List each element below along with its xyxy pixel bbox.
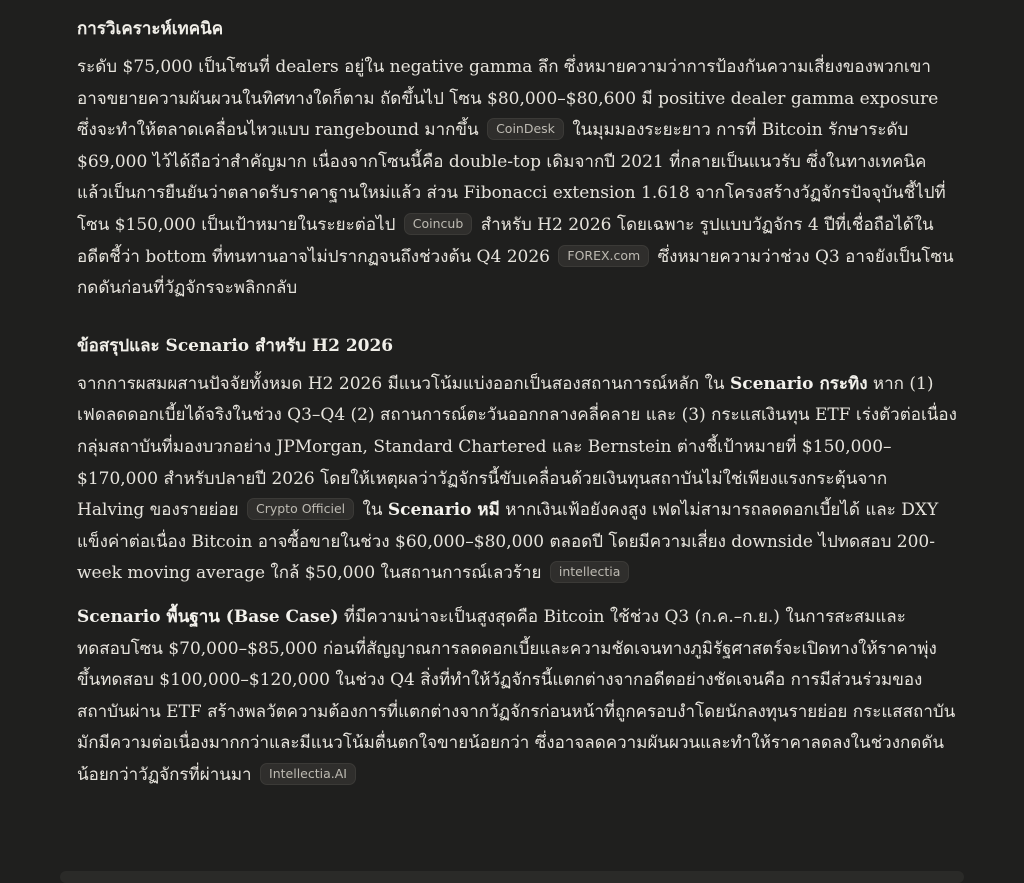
bear-scenario-label: Scenario หมี: [387, 500, 500, 521]
paragraph-text: ซึ่งหมายความว่าช่วง Q3 อาจยังเป็นโซนกดดันก่อนที่วัฏจักรจะพลิกกลับ: [77, 246, 954, 299]
citation-chip-crypto-officiel[interactable]: Crypto Officiel: [247, 498, 354, 520]
paragraph-text: จากการผสมผสานปัจจัยทั้งหมด H2 2026 มีแนวโน้มแบ่งออกเป็นสองสถานการณ์หลัก ใน: [77, 373, 725, 394]
base-case-label: Scenario พื้นฐาน (Base Case): [77, 606, 339, 627]
bull-scenario-label: Scenario กระทิง: [729, 373, 868, 394]
section-heading-scenarios: ข้อสรุปและ Scenario สำหรับ H2 2026: [77, 335, 394, 356]
citation-chip-intellectia-ai[interactable]: Intellectia.AI: [260, 763, 356, 785]
technical-analysis-paragraph: [77, 52, 957, 305]
paragraph-text: สำหรับ H2 2026 โดยเฉพาะ รูปแบบวัฏจักร 4 ปีที่เชื่อถือได้ในอดีตชี้ว่า bottom ที่ทนทานอาจไม่ปรากฏจนถึงช่วงต้น Q4 2026: [77, 214, 934, 267]
paragraph-text: หากเงินเฟ้อยังคงสูง เฟดไม่สามารถลดดอกเบี้ยได้ และ DXY แข็งค่าต่อเนื่อง Bitcoin อาจซื้อขายในช่วง $60,000–$80,000 ตลอดปี โดยมีความเสี่ยง downside ไปทดสอบ 200-week moving average ใกล้ $50,000 ในสถานการณ์เลวร้าย: [77, 500, 939, 584]
paragraph-text: ระดับ $75,000 เป็นโซนที่ dealers อยู่ใน negative gamma ลึก ซึ่งหมายความว่าการป้องกันความเสี่ยงของพวกเขาอาจขยายความผันผวนในทิศทางใดก็ตาม ถัดขึ้นไป โซน $80,000–$80,600 มี positive dealer gamma exposure ซึ่งจะทำให้ตลาดเคลื่อนไหวแบบ rangebound มากขึ้น: [77, 57, 939, 141]
citation-chip-forex[interactable]: FOREX.com: [558, 245, 649, 267]
response-content: [77, 14, 957, 791]
citation-chip-coincub[interactable]: Coincub: [404, 213, 473, 235]
citation-chip-intellectia[interactable]: intellectia: [550, 561, 630, 583]
paragraph-text: ที่มีความน่าจะเป็นสูงสุดคือ Bitcoin ใช้ช่วง Q3 (ก.ค.–ก.ย.) ในการสะสมและทดสอบโซน $70,000–$85,000 ก่อนที่สัญญาณการลดดอกเบี้ยและความชัดเจนทางภูมิรัฐศาสตร์จะเปิดทางให้ราคาพุ่งขึ้นทดสอบ $100,000–$120,000 ในช่วง Q4 สิ่งที่ทำให้วัฏจักรนี้แตกต่างจากอดีตอย่างชัดเจนคือ การมีส่วนร่วมของสถาบันผ่าน ETF สร้างพลวัตความต้องการที่แตกต่างจากวัฏจักรก่อนหน้าที่ถูกครอบงำโดยนักลงทุนรายย่อย กระแสสถาบันมักมีความต่อเนื่องมากกว่าและมีแนวโน้มตื่นตกใจขายน้อยกว่า ซึ่งอาจลดความผันผวนและทำให้ราคาลดลงในช่วงกดดันน้อยกว่าวัฏจักรที่ผ่านมา: [77, 606, 956, 785]
citation-chip-coindesk[interactable]: CoinDesk: [487, 118, 564, 140]
base-case-paragraph: [77, 602, 957, 792]
input-bar-edge: [60, 871, 964, 883]
paragraph-text: ใน: [362, 500, 383, 521]
section-heading-technical-analysis: การวิเคราะห์เทคนิค: [77, 19, 224, 39]
scenarios-paragraph: [77, 369, 957, 590]
paragraph-text: ในมุมมองระยะยาว การที่ Bitcoin รักษาระดับ $69,000 ไว้ได้ถือว่าสำคัญมาก เนื่องจากโซนนี้คือ double-top เดิมจากปี 2021 ที่กลายเป็นแนวรับ ซึ่งในทางเทคนิคแล้วเป็นการยืนยันว่าตลาดรับราคาฐานใหม่แล้ว ส่วน Fibonacci extension 1.618 จากโครงสร้างวัฏจักรปัจจุบันชี้ไปที่โซน $150,000 เป็นเป้าหมายในระยะต่อไป: [77, 120, 946, 235]
paragraph-text: หาก (1) เฟดลดดอกเบี้ยได้จริงในช่วง Q3–Q4 (2) สถานการณ์ตะวันออกกลางคลี่คลาย และ (3) กระแสเงินทุน ETF เร่งตัวต่อเนื่อง กลุ่มสถาบันที่มองบวกอย่าง JPMorgan, Standard Chartered และ Bernstein ต่างชี้เป้าหมายที่ $150,000–$170,000 สำหรับปลายปี 2026 โดยให้เหตุผลว่าวัฏจักรนี้ขับเคลื่อนด้วยเงินทุนสถาบันไม่ใช่เพียงแรงกระตุ้นจาก Halving ของรายย่อย: [77, 373, 957, 521]
